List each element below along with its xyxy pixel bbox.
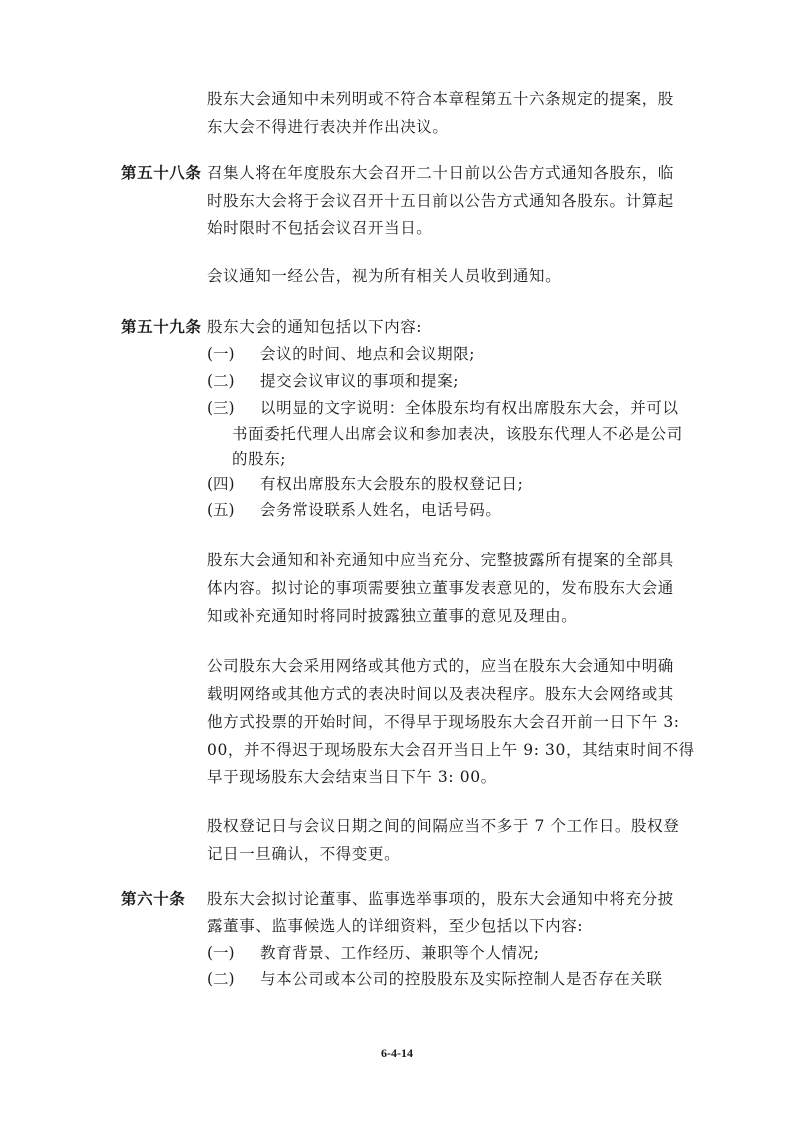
- article-58-line: 始时限时不包括会议召开当日。: [207, 219, 433, 237]
- list-marker: (一): [207, 345, 235, 363]
- article-58-line: 时股东大会将于会议召开十五日前以公告方式通知各股东。计算起: [207, 192, 674, 210]
- paragraph-line: 载明网络或其他方式的表决时间以及表决程序。股东大会网络或其: [207, 685, 674, 703]
- list-marker: (一): [207, 944, 235, 962]
- paragraph-line: 早于现场股东大会结束当日下午 3: 00。: [207, 768, 497, 786]
- list-marker: (二): [207, 372, 235, 390]
- paragraph-line: 东大会不得进行表决并作出决议。: [207, 118, 449, 136]
- list-marker: (四): [207, 475, 235, 493]
- paragraph-line: 股东大会通知中未列明或不符合本章程第五十六条规定的提案，股: [207, 90, 674, 108]
- article-60-line: 露董事、监事候选人的详细资料，至少包括以下内容:: [207, 917, 584, 935]
- page-number: 6-4-14: [381, 1046, 413, 1060]
- list-marker: (二): [207, 970, 235, 988]
- paragraph-line: 体内容。拟讨论的事项需要独立董事发表意见的，发布股东大会通: [207, 579, 674, 597]
- paragraph-line: 他方式投票的开始时间，不得早于现场股东大会召开前一日下午 3:: [207, 713, 680, 731]
- article-59-label: 第五十九条: [121, 317, 202, 336]
- article-58-line: 召集人将在年度股东大会召开二十日前以公告方式通知各股东，临: [207, 164, 674, 182]
- list-item: 与本公司或本公司的控股股东及实际控制人是否存在关联: [260, 970, 663, 988]
- article-60-line: 股东大会拟讨论董事、监事选举事项的，股东大会通知中将充分披: [207, 890, 674, 908]
- article-58-paragraph: 会议通知一经公告，视为所有相关人员收到通知。: [207, 267, 562, 285]
- list-item: 会务常设联系人姓名，电话号码。: [260, 501, 502, 519]
- article-58-label: 第五十八条: [121, 163, 202, 182]
- list-item: 以明显的文字说明：全体股东均有权出席股东大会，并可以: [260, 399, 679, 417]
- paragraph-line: 股权登记日与会议日期之间的间隔应当不多于 7 个工作日。股权登: [207, 817, 680, 835]
- paragraph-line: 知或补充通知时将同时披露独立董事的意见及理由。: [207, 607, 578, 625]
- list-marker: (五): [207, 501, 235, 519]
- list-item-continuation: 的股东;: [232, 450, 287, 468]
- paragraph-line: 记日一旦确认，不得变更。: [207, 845, 401, 863]
- list-marker: (三): [207, 399, 235, 417]
- list-item: 提交会议审议的事项和提案;: [260, 372, 460, 390]
- list-item: 会议的时间、地点和会议期限;: [260, 345, 476, 363]
- paragraph-line: 00，并不得迟于现场股东大会召开当日上午 9: 30，其结束时间不得: [207, 741, 695, 759]
- article-59-intro: 股东大会的通知包括以下内容:: [207, 318, 423, 336]
- article-60-label: 第六十条: [121, 889, 186, 908]
- list-item: 有权出席股东大会股东的股权登记日;: [260, 475, 524, 493]
- paragraph-line: 公司股东大会采用网络或其他方式的，应当在股东大会通知中明确: [207, 657, 674, 675]
- list-item-continuation: 书面委托代理人出席会议和参加表决，该股东代理人不必是公司: [232, 425, 683, 443]
- paragraph-line: 股东大会通知和补充通知中应当充分、完整披露所有提案的全部具: [207, 551, 674, 569]
- list-item: 教育背景、工作经历、兼职等个人情况;: [260, 944, 540, 962]
